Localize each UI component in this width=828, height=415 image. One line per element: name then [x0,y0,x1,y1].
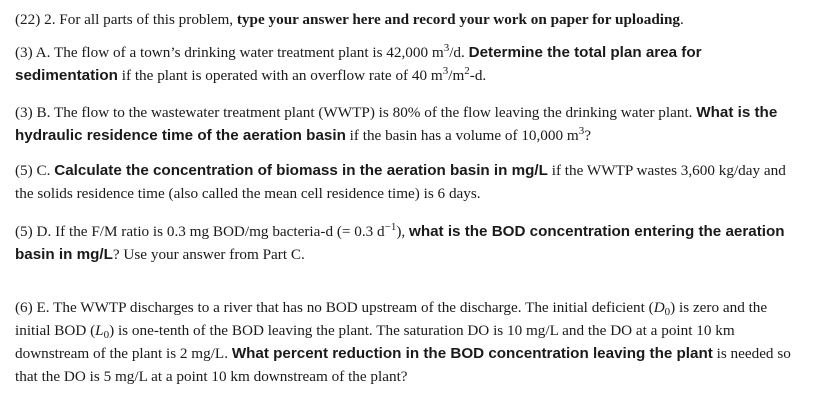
part-e-l-var: L [95,322,104,339]
part-a-sup2: 3 [442,65,449,77]
problem-header [15,8,805,31]
part-a-lead: (3) A. The flow of a town’s drinking water treatment plant is 42,000 m [15,44,444,61]
part-e-mid1: ) is zero and the initial BOD ( [15,299,768,339]
part-c-question: Calculate the concentration of biomass in the aeration basin in mg/L [54,162,548,179]
part-e-d-sub: 0 [664,306,671,318]
part-d-question: what is the BOD concentration entering the aeration basin in mg/L [15,223,785,263]
part-a-tail: -d. [469,67,487,84]
part-e-lead: (6) E. The WWTP discharges to a river that has no BOD upstream of the discharge. The initial deficient ( [15,299,654,316]
part-c-tail: if the WWTP wastes 3,600 kg/day and the solids residence time (also called the mean cell residence time) is 6 days. [15,162,786,202]
part-a-sup3: 2 [464,65,470,77]
part-b-lead: (3) B. The flow to the wastewater treatment plant (WWTP) is 80% of the flow leaving the drinking water plant. [15,104,697,121]
part-e-tail: is needed so that the DO is 5 mg/L at a point 10 km downstream of the plant? [15,345,791,385]
part-b-sup: 3 [578,125,585,137]
header-instruction: type your answer here and record your work on paper for uploading [236,11,681,28]
part-e [15,296,805,388]
part-d-mid: ), [396,223,409,240]
part-d-sup: −1 [384,221,397,233]
part-b-tail: ? [584,127,591,144]
part-c [15,159,805,205]
part-a-sup1: 3 [443,42,450,54]
part-b-mid: if the basin has a volume of 10,000 m [345,127,579,144]
part-e-d-var: D [653,299,665,316]
part-c-lead: (5) C. [15,162,55,179]
part-b [15,101,805,147]
part-e-l-sub: 0 [103,329,110,341]
part-b-question: What is the hydraulic residence time of the aeration basin [15,104,778,144]
part-d-lead: (5) D. If the F/M ratio is 0.3 mg BOD/mg bacteria-d (= 0.3 d [15,223,385,240]
header-prefix: (22) 2. For all parts of this problem, [15,11,237,28]
part-e-question: What percent reduction in the BOD concentration leaving the plant [231,345,713,362]
part-d [15,220,805,266]
part-a-question: Determine the total plan area for sedimentation [15,44,702,84]
header-suffix: . [680,11,684,28]
part-d-tail: ? Use your answer from Part C. [112,246,305,263]
part-a-mid2: if the plant is operated with an overflow rate of 40 m [117,67,443,84]
part-a [15,41,805,87]
part-a-mid1: /d. [449,44,469,61]
part-a-mid3: /m [448,67,465,84]
part-e-mid2: ) is one-tenth of the BOD leaving the plant. The saturation DO is 10 mg/L and the DO at a point 10 km downstream of the plant is 2 mg/L. [15,322,735,362]
